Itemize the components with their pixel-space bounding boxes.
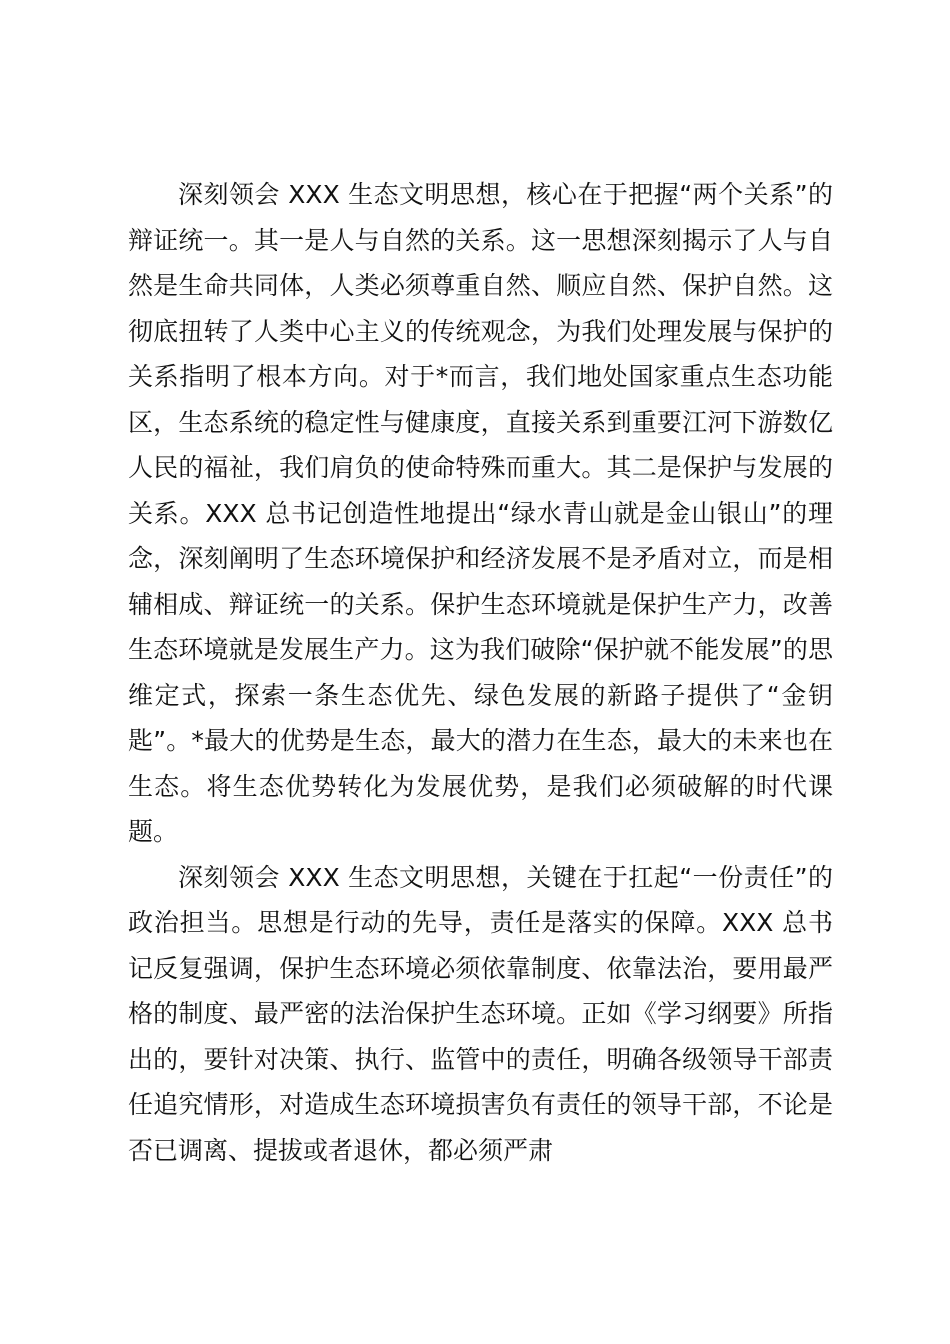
document-body: [128, 172, 833, 1173]
paragraph-1: 深刻领会 XXX 生态文明思想，核心在于把握“两个关系”的辩证统一。其一是人与自然的关系。这一思想深刻揭示了人与自然是生命共同体，人类必须尊重自然、顺应自然、保护自然。这彻底扭转了人类中心主义的传统观念，为我们处理发展与保护的关系指明了根本方向。对于*而言，我们地处国家重点生态功能区，生态系统的稳定性与健康度，直接关系到重要江河下游数亿人民的福祉，我们肩负的使命特殊而重大。其二是保护与发展的关系。XXX 总书记创造性地提出“绿水青山就是金山银山”的理念，深刻阐明了生态环境保护和经济发展不是矛盾对立，而是相辅相成、辩证统一的关系。保护生态环境就是保护生产力，改善生态环境就是发展生产力。这为我们破除“保护就不能发展”的思维定式，探索一条生态优先、绿色发展的新路子提供了“金钥匙”。*最大的优势是生态，最大的潜力在生态，最大的未来也在生态。将生态优势转化为发展优势，是我们必须破解的时代课题。: [128, 180, 833, 846]
paragraph-2: 深刻领会 XXX 生态文明思想，关键在于扛起“一份责任”的政治担当。思想是行动的先导，责任是落实的保障。XXX 总书记反复强调，保护生态环境必须依靠制度、依靠法治，要用最严格的制度、最严密的法治保护生态环境。正如《学习纲要》所指出的，要针对决策、执行、监管中的责任，明确各级领导干部责任追究情形，对造成生态环境损害负有责任的领导干部，不论是否已调离、提拔或者退休，都必须严肃: [128, 862, 833, 1165]
